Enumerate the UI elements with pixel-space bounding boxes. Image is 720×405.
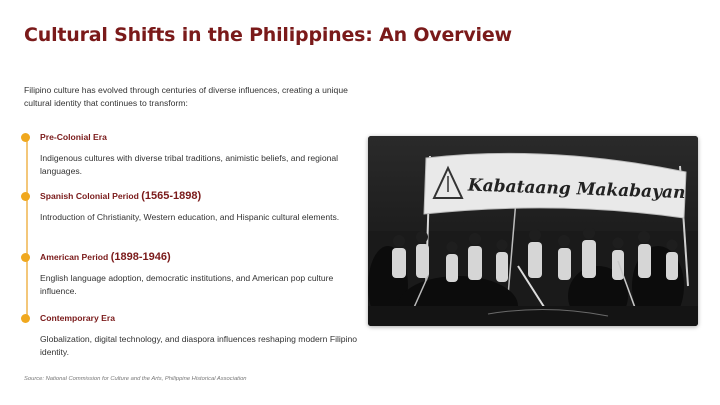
timeline-line — [26, 136, 28, 318]
intro-text: Filipino culture has evolved through centuries of diverse influences, creating a unique cultural identity that continues to transform: — [24, 85, 348, 108]
timeline-description: Globalization, digital technology, and diaspora influences reshaping modern Filipino identity. — [40, 334, 358, 357]
timeline-dot-icon — [21, 314, 30, 323]
timeline-label: American Period — [40, 252, 111, 262]
timeline-range: (1565-1898) — [141, 190, 202, 202]
timeline-item-american — [40, 248, 360, 298]
timeline-item-pre-colonial — [40, 128, 360, 178]
banner-text: Kabataang Makabayan — [467, 175, 686, 204]
timeline-dot-icon — [21, 253, 30, 262]
timeline-heading — [40, 309, 360, 329]
timeline-description: Introduction of Christianity, Western education, and Hispanic cultural elements. — [40, 212, 340, 222]
protest-photo-illustration — [368, 136, 698, 326]
timeline-heading — [40, 187, 339, 207]
timeline-label: Pre-Colonial Era — [40, 132, 107, 142]
timeline-description: English language adoption, democratic institutions, and American pop culture influence. — [40, 273, 334, 296]
timeline-item-spanish-colonial — [40, 187, 339, 224]
slide-title: Cultural Shifts in the Philippines: An Overview — [24, 24, 512, 46]
timeline-dot-icon — [21, 192, 30, 201]
timeline-item-contemporary — [40, 309, 360, 359]
protest-photo — [368, 136, 698, 326]
timeline-description: Indigenous cultures with diverse tribal traditions, animistic beliefs, and regional languages. — [40, 153, 339, 176]
timeline-heading — [40, 128, 360, 148]
timeline-label: Spanish Colonial Period — [40, 191, 142, 201]
timeline-dot-icon — [21, 133, 30, 142]
timeline-heading — [40, 248, 360, 268]
source-citation: Source: National Commission for Culture and the Arts, Philippine Historical Association — [24, 376, 247, 382]
timeline-range: (1898-1946) — [110, 251, 171, 263]
timeline-label: Contemporary Era — [40, 313, 115, 323]
